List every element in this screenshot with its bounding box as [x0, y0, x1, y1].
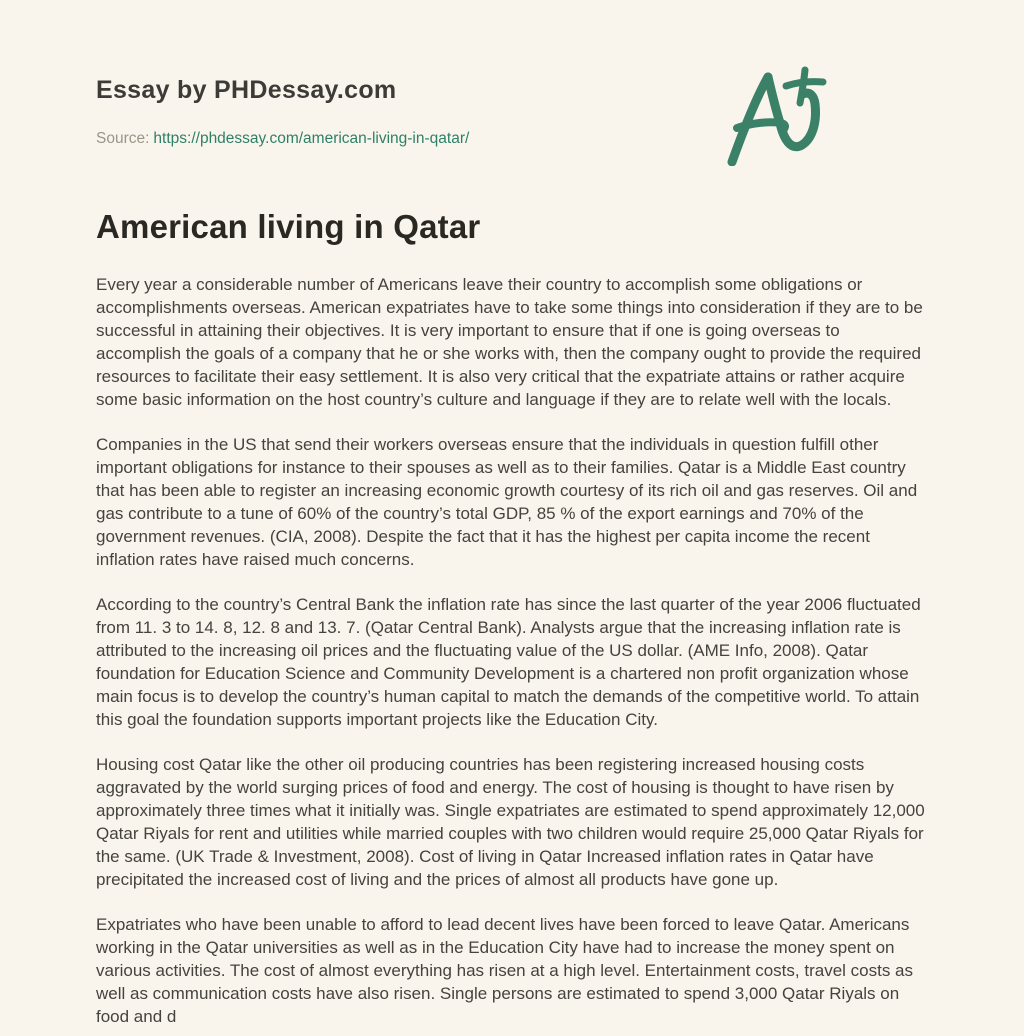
- essay-paragraph: Every year a considerable number of Americans leave their country to accomplish some obligations or accomplishments overseas. American expatriates have to take some things into consideration if they are to be successful in attaining their objectives. It is very important to ensure that if one is going overseas to accomplish the goals of a company that he or she works with, then the company ought to provide the required resources to facilitate their easy settlement. It is also very critical that the expatriate attains or rather acquire some basic information on the host country’s culture and language if they are to relate well with the locals.: [96, 275, 923, 409]
- source-link[interactable]: https://phdessay.com/american-living-in-qatar/: [153, 130, 470, 147]
- essay-paragraph: According to the country’s Central Bank the inflation rate has since the last quarter of the year 2006 fluctuated from 11. 3 to 14. 8, 12. 8 and 13. 7. (Qatar Central Bank). Analysts argue that the increasing inflation rate is attributed to the increasing oil prices and the fluctuating value of the US dollar. (AME Info, 2008). Qatar foundation for Education Science and Community Development is a chartered non profit organization whose main focus is to develop the country’s human capital to match the demands of the competitive world. To attain this goal the foundation supports important projects like the Education City.: [96, 595, 921, 729]
- source-label: Source:: [96, 130, 150, 147]
- header-title: Essay by PHDessay.com: [96, 76, 397, 104]
- a-plus-logo-icon: [724, 66, 832, 166]
- phdessay-logo: [724, 66, 832, 166]
- essay-body: [96, 273, 928, 1028]
- essay-paragraph: Expatriates who have been unable to afford to lead decent lives have been forced to leave Qatar. Americans working in the Qatar universities as well as in the Education City have had to increase the money spent on various activities. The cost of almost everything has risen at a high level. Entertainment costs, travel costs as well as communication costs have also risen. Single persons are estimated to spend 3,000 Qatar Riyals on food and d: [96, 915, 914, 1026]
- essay-article: [96, 208, 928, 1028]
- essay-paragraph: Housing cost Qatar like the other oil producing countries has been registering increased housing costs aggravated by the world surging prices of food and energy. The cost of housing is thought to have risen by approximately three times what it initially was. Single expatriates are estimated to spend approximately 12,000 Qatar Riyals for rent and utilities while married couples with two children would require 25,000 Qatar Riyals for the same. (UK Trade & Investment, 2008). Cost of living in Qatar Increased inflation rates in Qatar have precipitated the increased cost of living and the prices of almost all products have gone up.: [96, 755, 925, 889]
- essay-paragraph: Companies in the US that send their workers overseas ensure that the individuals in question fulfill other important obligations for instance to their spouses as well as to their families. Qatar is a Middle East country that has been able to register an increasing economic growth courtesy of its rich oil and gas reserves. Oil and gas contribute to a tune of 60% of the country’s total GDP, 85 % of the export earnings and 70% of the government revenues. (CIA, 2008). Despite the fact that it has the highest per capita income the recent inflation rates have raised much concerns.: [96, 435, 918, 569]
- essay-title: American living in Qatar: [96, 208, 481, 245]
- document-header: [96, 0, 928, 148]
